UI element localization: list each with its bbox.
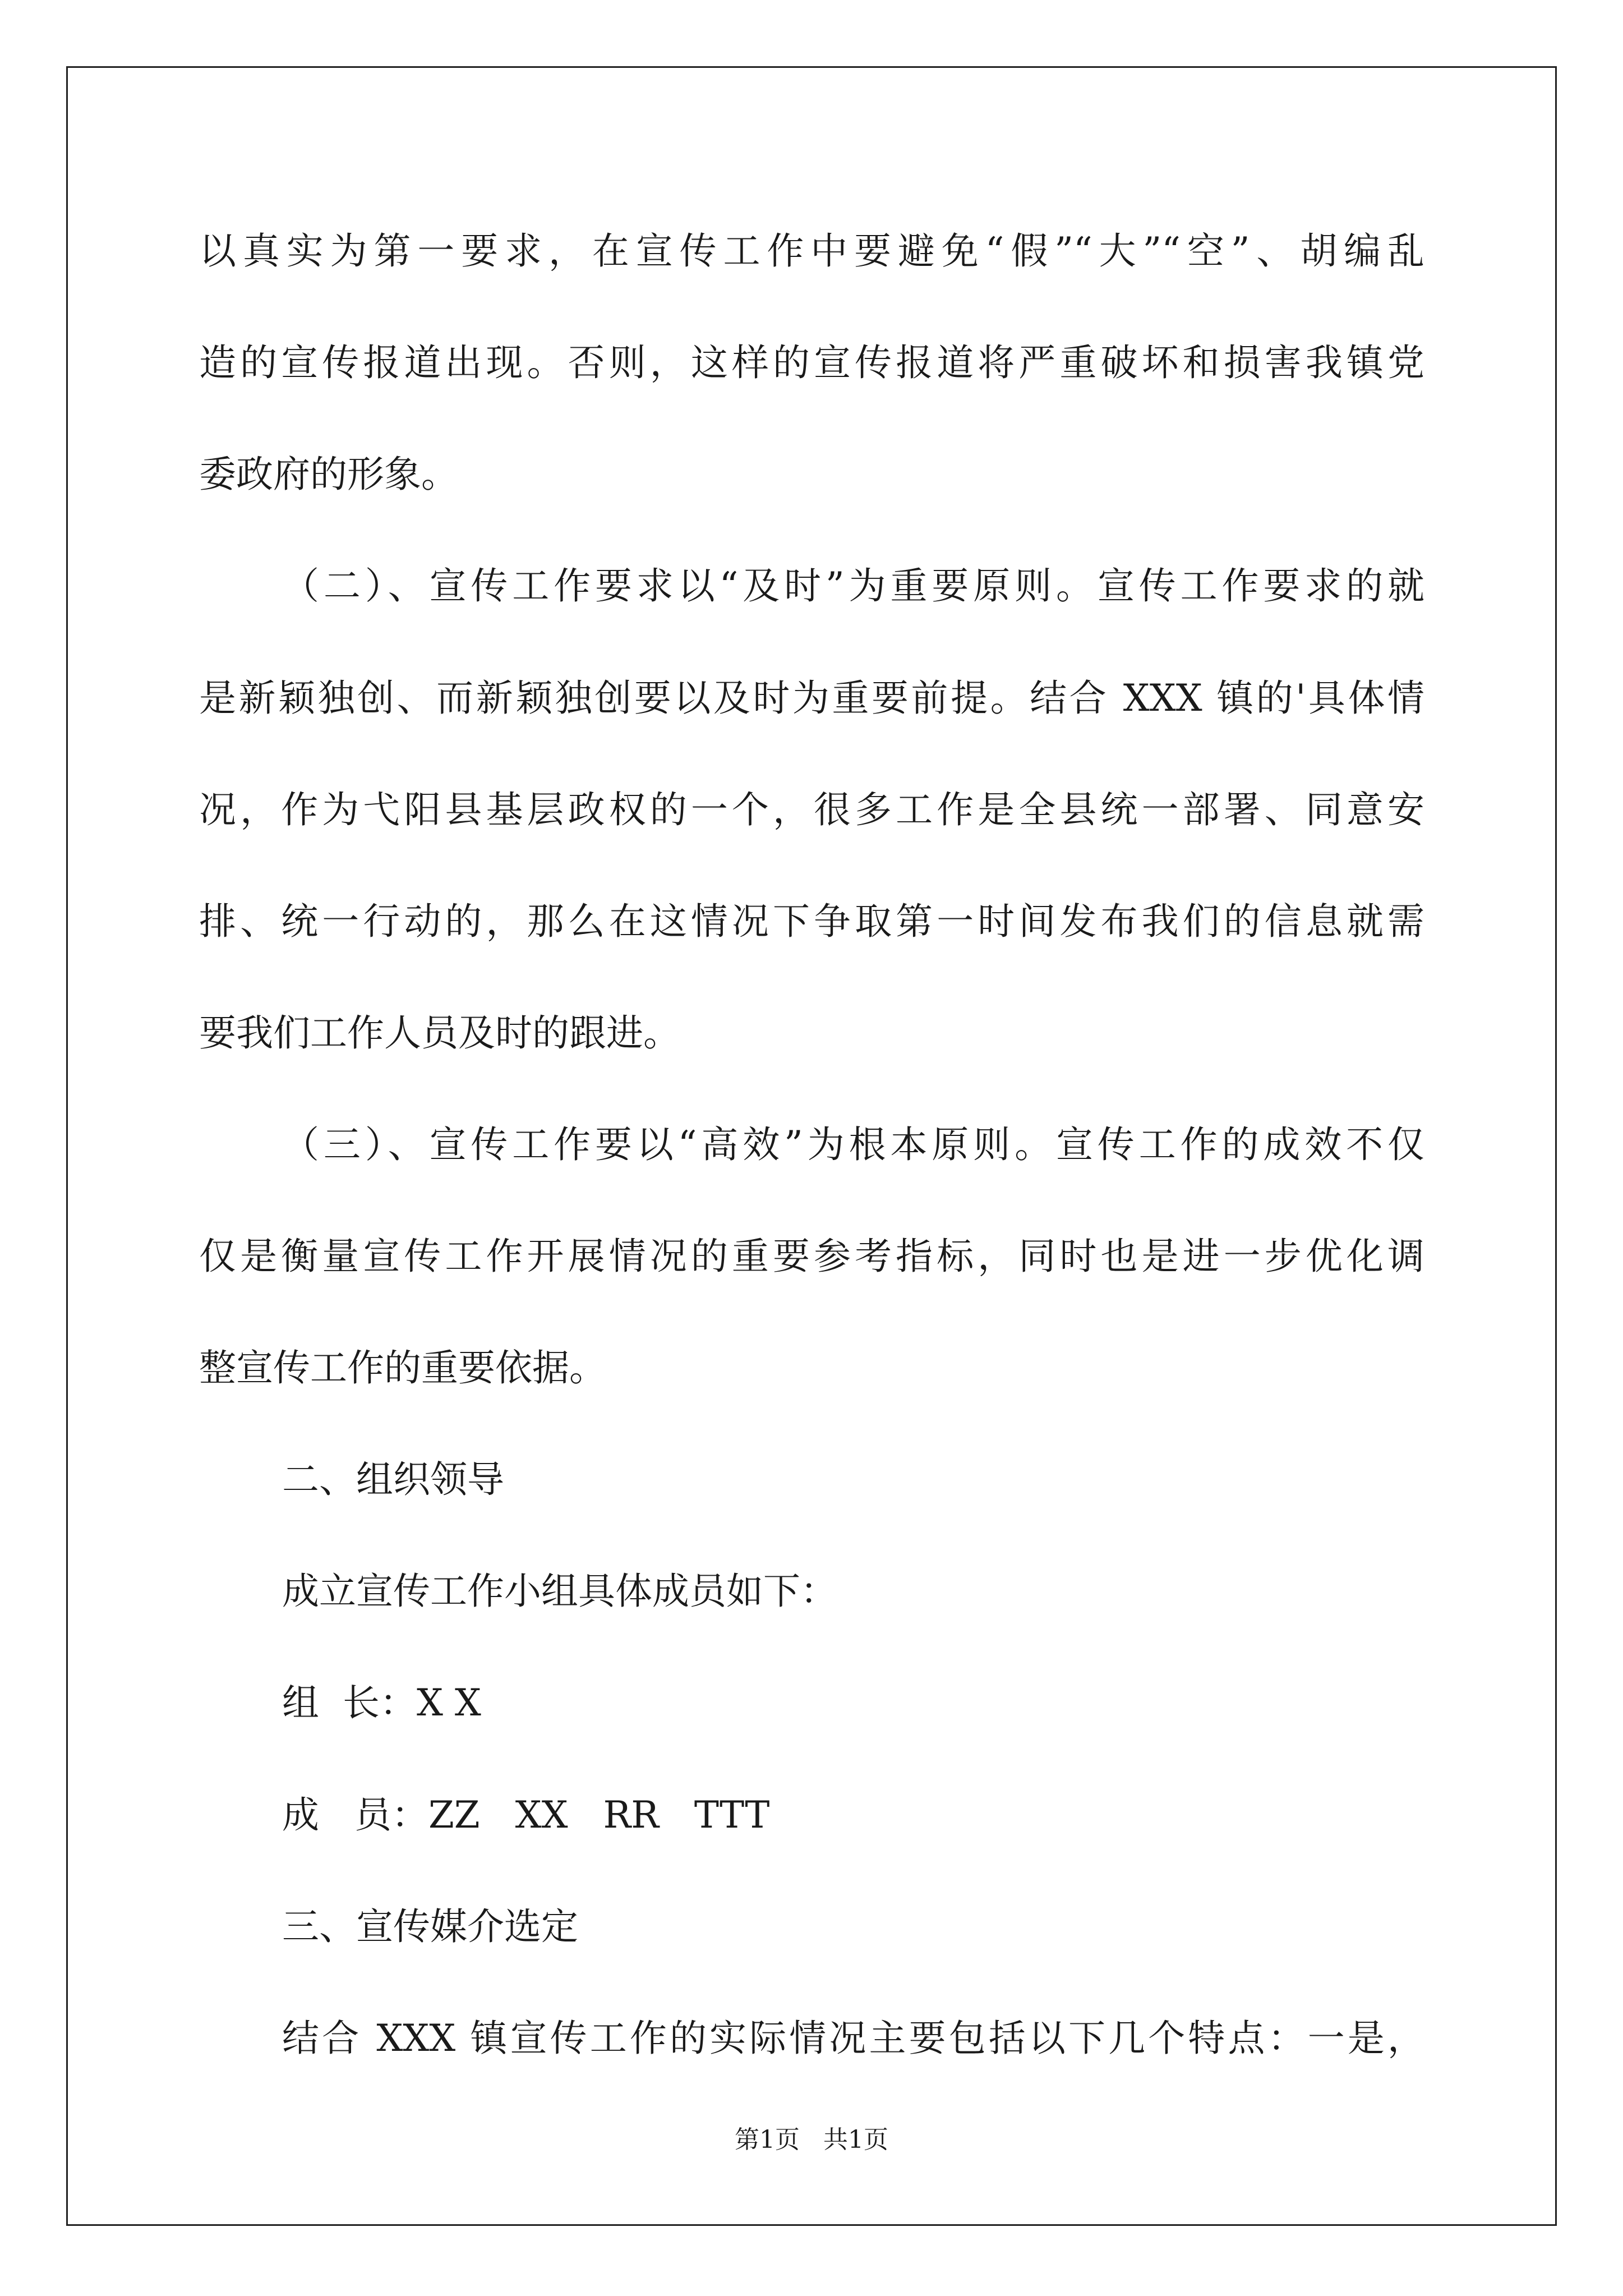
paragraph-line: （二）、宣传工作要求以“及时”为重要原则。宣传工作要求的就: [282, 564, 1424, 608]
paragraph-line: 造的宣传报道出现。否则，这样的宣传报道将严重破坏和损害我镇党: [199, 341, 1424, 384]
page-number-current: 第1页: [735, 2125, 800, 2154]
paragraph-line: 仅是衡量宣传工作开展情况的重要参考指标，同时也是进一步优化调: [199, 1235, 1424, 1278]
members-line: 成 员：ZZ XX RR TTT: [282, 1793, 770, 1837]
paragraph-line: 是新颖独创、而新颖独创要以及时为重要前提。结合 XXX 镇的'具体情: [199, 677, 1424, 720]
paragraph-line: 委政府的形象。: [199, 453, 458, 496]
page-number-total: 共1页: [823, 2125, 888, 2154]
paragraph-line: 排、统一行动的，那么在这情况下争取第一时间发布我们的信息就需: [199, 900, 1424, 943]
paragraph-line: （三）、宣传工作要以“高效”为根本原则。宣传工作的成效不仅: [282, 1123, 1424, 1166]
section-heading: 三、宣传媒介选定: [282, 1905, 578, 1948]
paragraph-line: 况，作为弋阳县基层政权的一个，很多工作是全县统一部署、同意安: [199, 788, 1424, 831]
paragraph-line: 成立宣传工作小组具体成员如下：: [282, 1570, 837, 1613]
leader-line: 组 长：X X: [282, 1681, 481, 1724]
paragraph-line: 结合 XXX 镇宣传工作的实际情况主要包括以下几个特点：一是，: [282, 2017, 1424, 2060]
page-footer: [0, 2120, 1623, 2160]
paragraph-line: 以真实为第一要求，在宣传工作中要避免“假”“大”“空”、胡编乱: [199, 229, 1424, 273]
paragraph-line: 整宣传工作的重要依据。: [199, 1346, 606, 1389]
paragraph-line: 要我们工作人员及时的跟进。: [199, 1011, 680, 1055]
section-heading: 二、组织领导: [282, 1458, 504, 1501]
